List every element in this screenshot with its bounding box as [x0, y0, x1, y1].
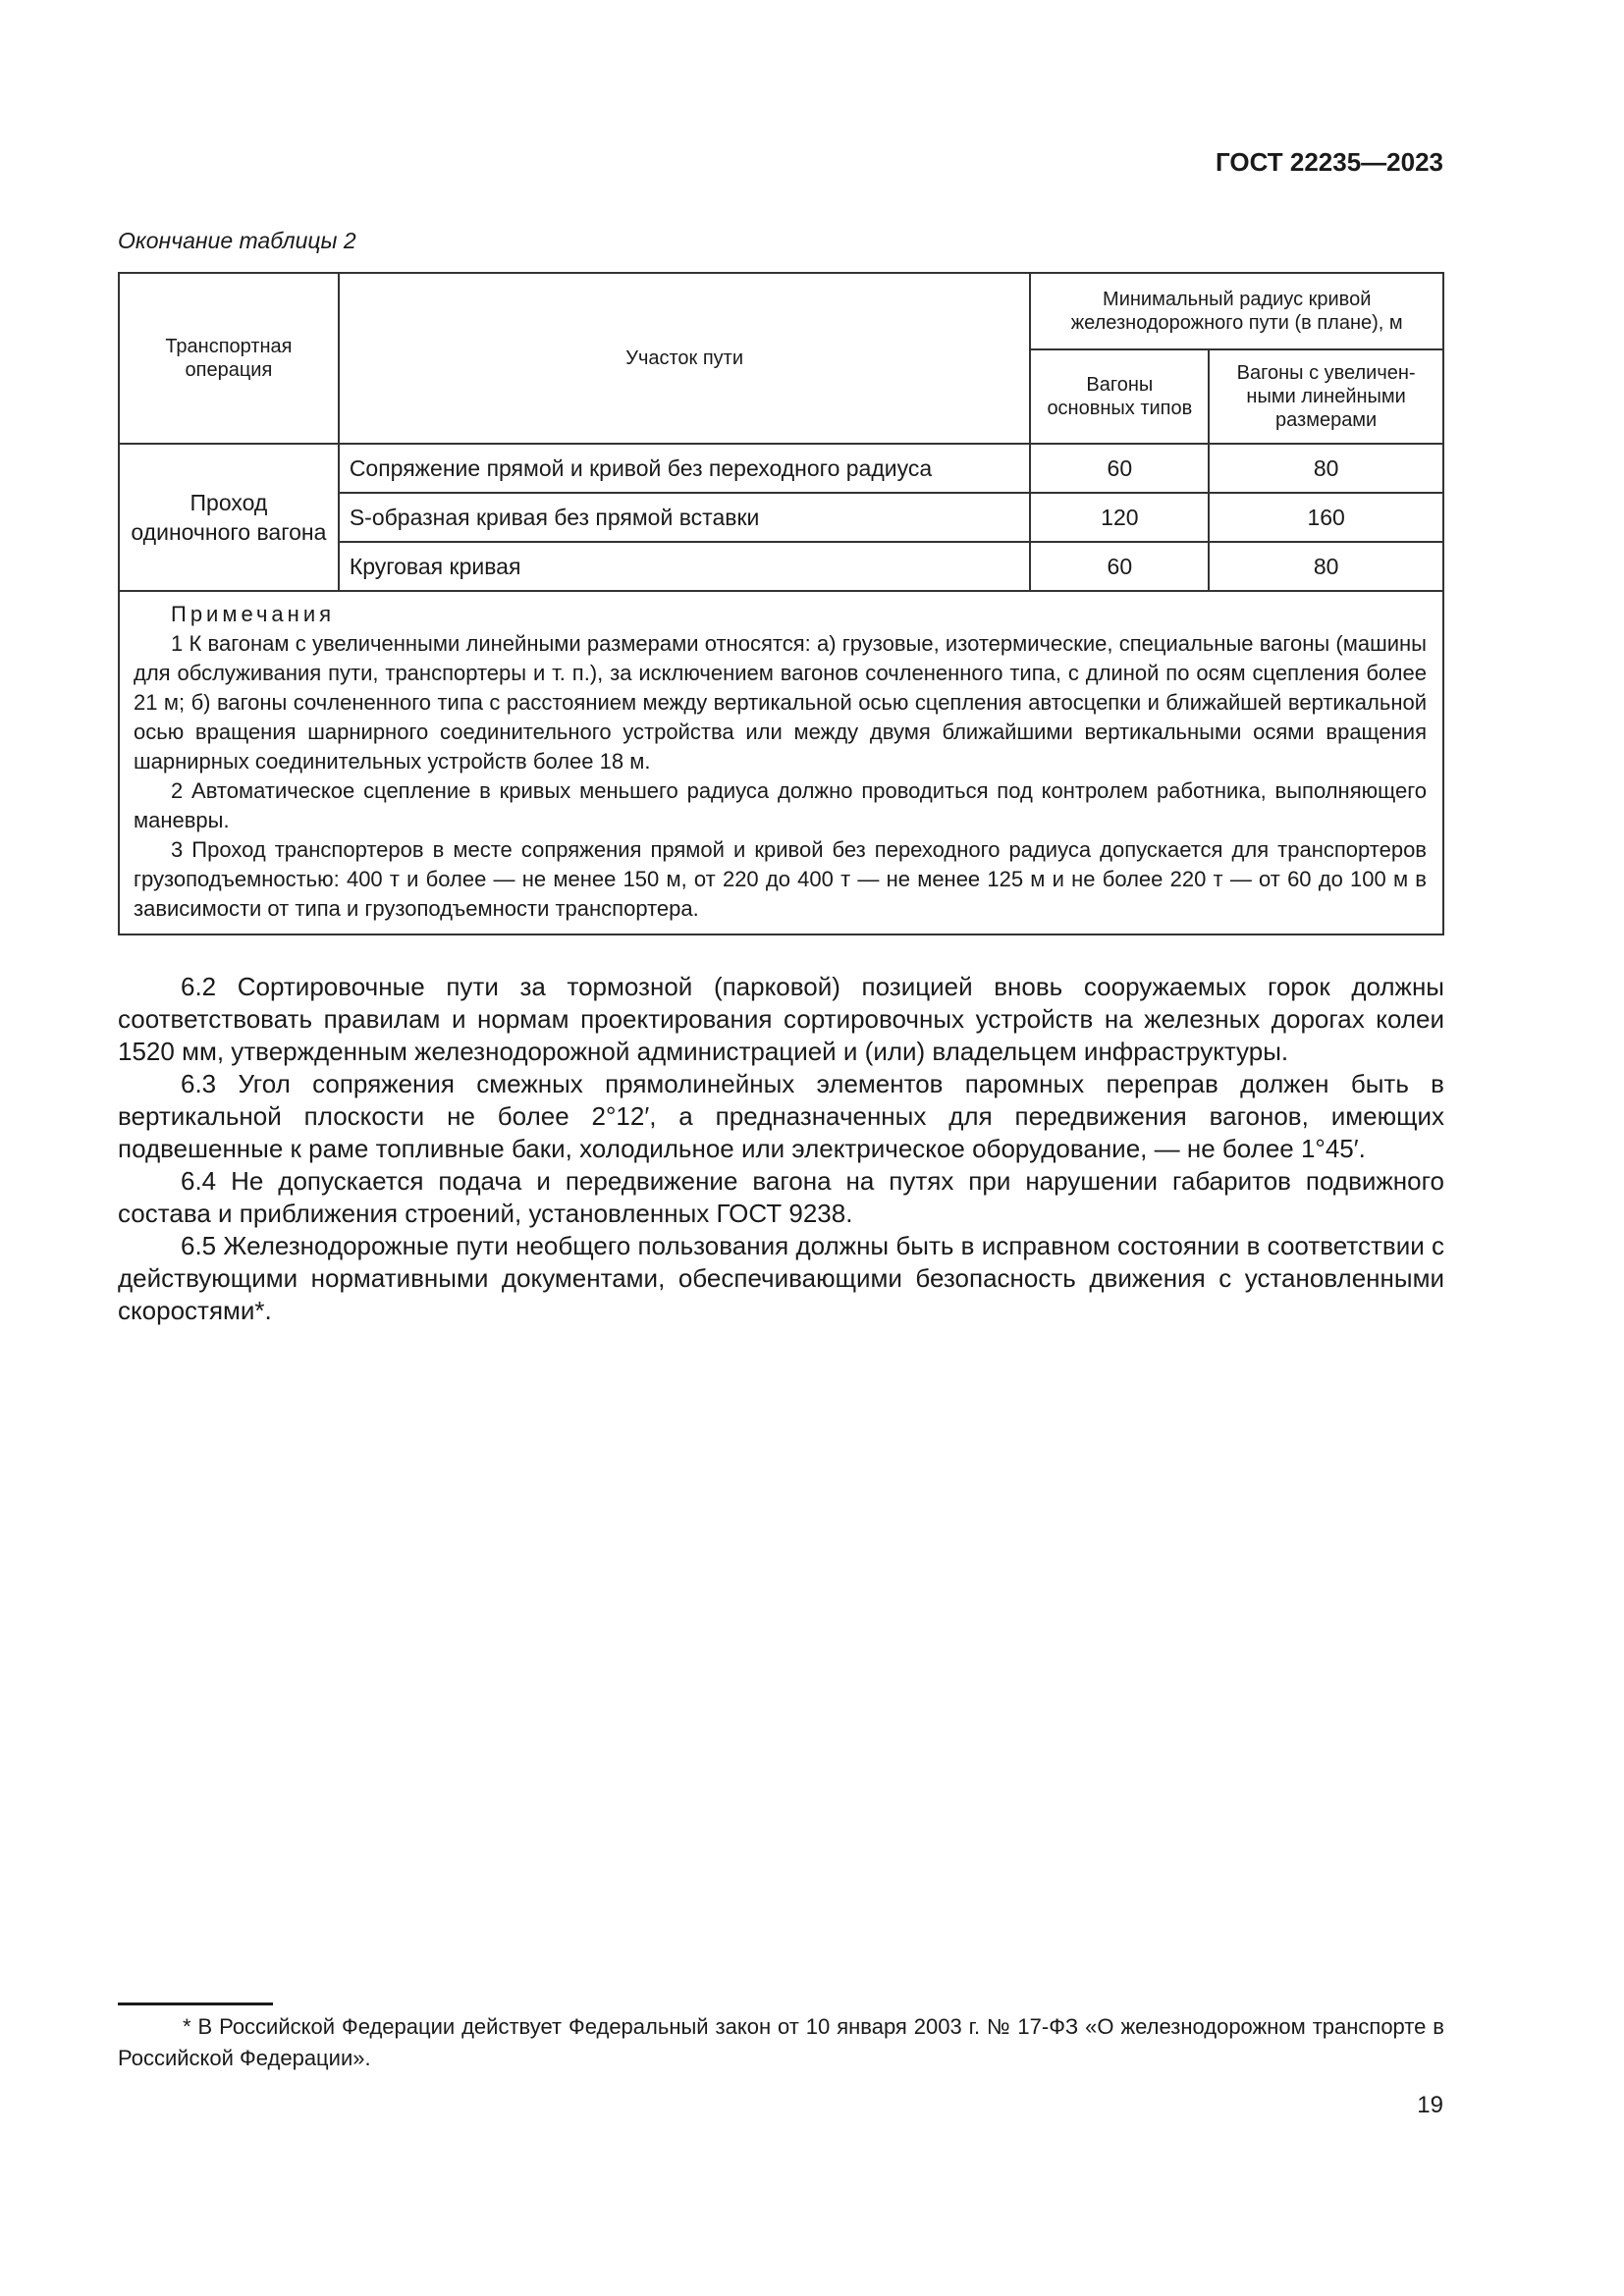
footnote	[118, 2011, 1444, 2074]
notes-title: Примечания	[171, 602, 336, 626]
section-cell: S-образная кривая без прямой вставки	[339, 493, 1031, 542]
basic-value-cell: 60	[1030, 444, 1209, 493]
header-radius-group: Минимальный радиус кривой железнодорожного пути (в плане), м	[1030, 273, 1443, 349]
table-notes	[119, 591, 1443, 934]
table-caption: Окончание таблицы 2	[118, 228, 356, 253]
header-operation: Транспортная операция	[119, 273, 339, 444]
basic-value-cell: 60	[1030, 542, 1209, 591]
header-extended-wagons: Вагоны с увеличен-ными линейными размерами	[1209, 349, 1443, 444]
note-item: 2 Автоматическое сцепление в кривых меньшего радиуса должно проводиться под контролем работника, выполняющего маневры.	[134, 778, 1427, 832]
document-code: ГОСТ 22235—2023	[1216, 147, 1443, 177]
header-section: Участок пути	[339, 273, 1031, 444]
extended-value-cell: 160	[1209, 493, 1443, 542]
paragraph: 6.4 Не допускается подача и передвижение вагона на путях при нарушении габаритов подвижного состава и приближения строений, установленных ГОСТ 9238.	[118, 1166, 1444, 1228]
footnote-divider	[118, 2002, 273, 2005]
paragraph: 6.3 Угол сопряжения смежных прямолинейных элементов паромных переправ должен быть в вертикальной плоскости не более 2°12′, а предназначенных для передвижения вагонов, имеющих подвешенные к раме топливные баки, холодильное или электрическое оборудование, — не более 1°45′.	[118, 1069, 1444, 1163]
section-cell: Сопряжение прямой и кривой без переходного радиуса	[339, 444, 1031, 493]
body-text	[118, 971, 1444, 1327]
note-item: 3 Проход транспортеров в месте сопряжения прямой и кривой без переходного радиуса допускается для транспортеров грузоподъемностью: 400 т и более — не менее 150 м, от 220 до 400 т — не менее 125 м и не более 220 т — от 60 до 100 м в зависимости от типа и грузоподъемности транспортера.	[134, 837, 1427, 921]
page-number: 19	[1417, 2092, 1443, 2118]
footnote-text: * В Российской Федерации действует Федеральный закон от 10 января 2003 г. № 17-ФЗ «О железнодорожном транспорте в Российской Федерации».	[118, 2014, 1444, 2070]
note-item: 1 К вагонам с увеличенными линейными размерами относятся: а) грузовые, изотермические, специальные вагоны (машины для обслуживания пути, транспортеры и т. п.), за исключением вагонов сочлененного типа, с длиной по осям сцепления более 21 м; б) вагоны сочлененного типа с расстоянием между вертикальной осью сцепления автосцепки и ближайшей вертикальной осью вращения шарнирного соединительного устройства или между двумя ближайшими вертикальными осями вращения шарнирных соединительных устройств более 18 м.	[134, 631, 1427, 774]
operation-cell: Проход одиночного вагона	[119, 444, 339, 591]
basic-value-cell: 120	[1030, 493, 1209, 542]
table-row	[119, 444, 1443, 493]
header-basic-wagons: Вагоны основных типов	[1030, 349, 1209, 444]
radius-table	[118, 272, 1444, 935]
section-cell: Круговая кривая	[339, 542, 1031, 591]
extended-value-cell: 80	[1209, 444, 1443, 493]
paragraph: 6.2 Сортировочные пути за тормозной (парковой) позицией вновь сооружаемых горок должны соответствовать правилам и нормам проектирования сортировочных устройств на железных дорогах колеи 1520 мм, утвержденным железнодорожной администрацией и (или) владельцем инфраструктуры.	[118, 972, 1444, 1066]
extended-value-cell: 80	[1209, 542, 1443, 591]
paragraph: 6.5 Железнодорожные пути необщего пользования должны быть в исправном состоянии в соответствии с действующими нормативными документами, обеспечивающими безопасность движения с установленными скоростями*.	[118, 1231, 1444, 1325]
